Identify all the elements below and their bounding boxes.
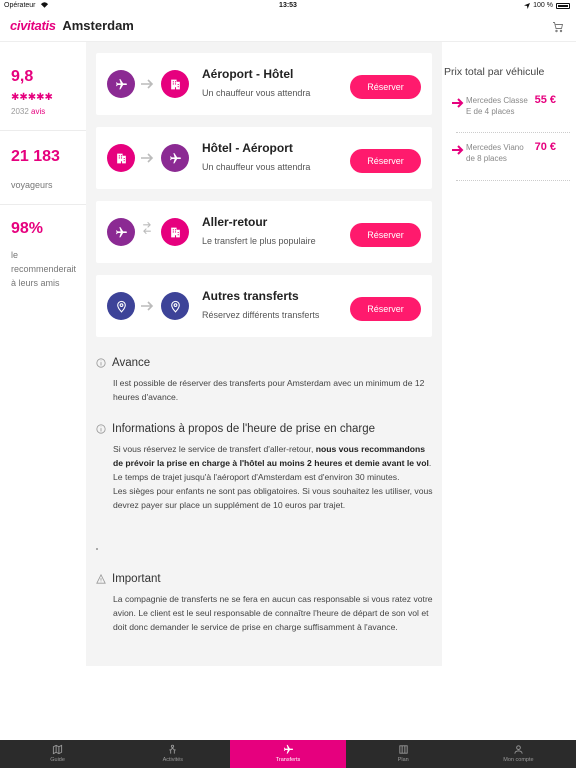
info-pickup	[96, 423, 436, 512]
tab-transfers[interactable]	[230, 740, 345, 768]
reviews-count	[11, 107, 83, 116]
arrow-right-icon	[140, 151, 154, 165]
plane-icon	[107, 70, 135, 98]
tab-bar	[0, 740, 576, 768]
tab-activities[interactable]	[115, 740, 230, 768]
city-name: Amsterdam	[62, 18, 134, 33]
info-text: Il est possible de réserver des transferts pour Amsterdam avec un minimum de 12 heures d'avance.	[113, 378, 425, 402]
arrow-right-icon	[140, 77, 154, 91]
info-advance	[96, 357, 436, 404]
separator-dot	[96, 548, 98, 550]
transfer-card-other[interactable]	[96, 275, 432, 337]
arrow-right-icon	[452, 98, 464, 108]
arrow-right-icon	[452, 145, 464, 155]
transfer-title: Autres transferts	[202, 289, 299, 303]
plane-icon	[161, 144, 189, 172]
transfer-card-hotel-airport[interactable]	[96, 127, 432, 189]
transfer-subtitle: Un chauffeur vous attendra	[202, 88, 311, 98]
tab-label: Guide	[50, 757, 65, 763]
recommend-line: le	[11, 250, 19, 260]
vehicle-price: 70 €	[534, 141, 556, 153]
reviews-number: 2032	[11, 107, 29, 116]
child-seats-text: Les sièges pour enfants ne sont pas obligatoires. Si vous souhaitez les utiliser, vous devrez payer sur place un supplément de 10 euros par trajet.	[113, 486, 433, 510]
tab-guide[interactable]	[0, 740, 115, 768]
warning-icon	[96, 574, 106, 584]
map-icon	[52, 744, 63, 755]
info-important	[96, 573, 436, 634]
vehicle-name: Mercedes Viano de 8 places	[466, 143, 524, 163]
location-pin-icon	[107, 292, 135, 320]
pickup-text: . Le temps de trajet jusqu'à l'aéroport d'Amsterdam est d'environ 30 minutes.	[113, 458, 432, 482]
user-icon	[513, 744, 524, 755]
recommend-stat	[11, 220, 83, 290]
arrow-right-icon	[140, 299, 154, 313]
transfer-card-round-trip[interactable]	[96, 201, 432, 263]
tab-label: Plan	[397, 757, 409, 763]
status-right	[524, 2, 570, 9]
tab-label: Activités	[162, 757, 184, 763]
plane-icon	[107, 218, 135, 246]
folded-map-icon	[398, 744, 409, 755]
divider	[0, 204, 86, 205]
reserve-button[interactable]: Réserver	[350, 297, 421, 321]
reviews-label: avis	[31, 107, 46, 116]
dotted-divider	[456, 180, 570, 181]
pickup-bold-text: nous vous recommandons de prévoir la prise en charge à l'hôtel au moins 2 heures et demie avant le vol	[113, 444, 429, 468]
transfer-card-airport-hotel[interactable]	[96, 53, 432, 115]
recommend-line: recommenderait	[11, 264, 77, 274]
info-title: Avance	[112, 357, 151, 369]
brand[interactable]	[10, 18, 134, 33]
battery-icon	[556, 3, 570, 9]
vehicle-price: 55 €	[534, 94, 556, 106]
clock: 13:53	[279, 2, 297, 9]
transfer-subtitle: Réservez différents transferts	[202, 310, 320, 320]
rating-stat	[11, 68, 83, 116]
arrow-swap-icon	[140, 221, 154, 235]
activities-icon	[167, 744, 178, 755]
transfer-plane-icon	[283, 744, 294, 755]
travelers-stat	[11, 148, 83, 192]
info-circle-icon	[96, 358, 106, 368]
divider	[0, 130, 86, 131]
blank-area	[0, 666, 576, 740]
tab-plan[interactable]	[346, 740, 461, 768]
travelers-label: voyageurs	[11, 180, 53, 190]
battery-level: 100 %	[533, 2, 553, 9]
location-arrow-icon	[524, 3, 530, 9]
reserve-button[interactable]: Réserver	[350, 75, 421, 99]
recommend-line: à leurs amis	[11, 278, 60, 288]
info-circle-icon	[96, 424, 106, 434]
tab-label: Mon compte	[503, 757, 534, 763]
hotel-icon	[161, 70, 189, 98]
reserve-button[interactable]: Réserver	[350, 223, 421, 247]
reserve-button[interactable]: Réserver	[350, 149, 421, 173]
recommend-value: 98%	[11, 220, 44, 237]
location-pin-icon	[161, 292, 189, 320]
prices-panel	[442, 42, 576, 666]
dotted-divider	[456, 132, 570, 133]
recommend-label	[11, 248, 83, 290]
vehicle-name: Mercedes Classe E de 4 places	[466, 96, 528, 116]
info-text: La compagnie de transferts ne se fera en aucun cas responsable si vous ratez votre avion. Le client est le seul responsable de connaître l'heure de départ de son vol et doit donc demander le service de prise en charge suffisamment à l'avance.	[113, 594, 433, 632]
status-bar	[0, 0, 576, 12]
civitatis-logo: civitatis	[10, 18, 56, 33]
cart-icon[interactable]	[552, 21, 564, 33]
info-text	[113, 442, 436, 512]
app-header	[0, 12, 576, 42]
hotel-icon	[161, 218, 189, 246]
rating-value: 9,8	[11, 68, 34, 85]
tab-account[interactable]	[461, 740, 576, 768]
rating-stars: ✱✱✱✱✱	[11, 92, 53, 103]
prices-title: Prix total par véhicule	[444, 66, 545, 78]
price-item	[452, 94, 570, 140]
transfer-subtitle: Un chauffeur vous attendra	[202, 162, 311, 172]
info-title: Important	[112, 573, 161, 585]
pickup-text: Si vous réservez le service de transfert d'aller-retour,	[113, 444, 316, 454]
tab-label: Transferts	[275, 757, 301, 763]
travelers-value: 21 183	[11, 148, 60, 165]
stats-sidebar	[0, 42, 86, 666]
main-content	[0, 42, 576, 666]
carrier-label: Opérateur	[4, 2, 36, 9]
info-title: Informations à propos de l'heure de prise en charge	[112, 423, 376, 435]
hotel-icon	[107, 144, 135, 172]
transfer-subtitle: Le transfert le plus populaire	[202, 236, 316, 246]
transfer-title: Aller-retour	[202, 215, 268, 229]
transfer-title: Hôtel - Aéroport	[202, 141, 293, 155]
transfer-title: Aéroport - Hôtel	[202, 67, 294, 81]
